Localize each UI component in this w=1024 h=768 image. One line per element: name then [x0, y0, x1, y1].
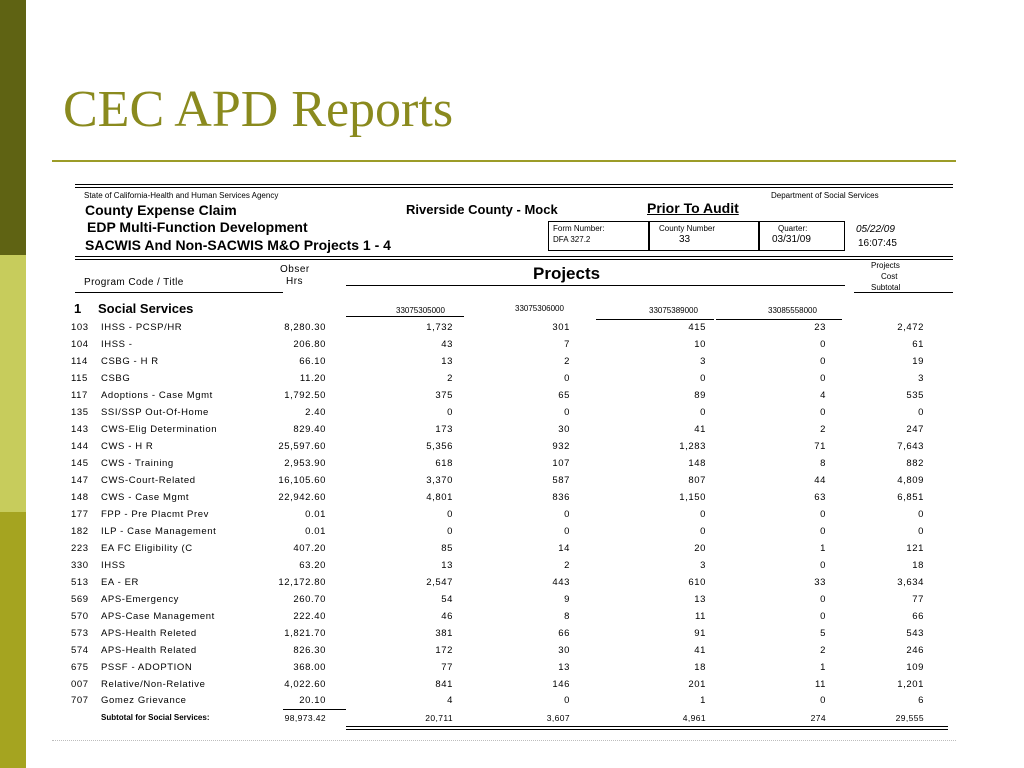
row-subtotal: 2,472	[897, 322, 924, 333]
row-title: CWS - H R	[101, 441, 154, 452]
row-subtotal: 3,634	[897, 577, 924, 588]
row-code: 115	[71, 373, 88, 384]
subtotal-project-1: 20,711	[425, 713, 453, 723]
row-obser-hrs: 368.00	[293, 662, 326, 673]
row-project-4: 4	[820, 390, 826, 401]
row-project-3: 3	[700, 356, 706, 367]
header-rule-2	[75, 259, 953, 260]
row-obser-hrs: 0.01	[305, 509, 326, 520]
row-project-3: 11	[694, 611, 706, 622]
row-subtotal: 247	[906, 424, 924, 435]
row-obser-hrs: 4,022.60	[284, 679, 326, 690]
row-project-2: 30	[558, 645, 570, 656]
row-project-2: 65	[558, 390, 570, 401]
sidebar-block-mid	[0, 512, 26, 768]
row-project-3: 415	[688, 322, 706, 333]
county-number-value: 33	[679, 234, 691, 245]
table-row	[71, 611, 953, 627]
projects-header-rule	[346, 285, 845, 286]
table-row	[71, 373, 953, 389]
row-code: 707	[71, 695, 89, 706]
row-project-3: 3	[700, 560, 706, 571]
program-header-rule	[75, 292, 283, 293]
row-subtotal: 6	[918, 695, 924, 706]
row-title: EA - ER	[101, 577, 139, 588]
table-row	[71, 492, 953, 508]
col-program-title: Program Code / Title	[84, 277, 184, 288]
project-code-4: 33085558000	[768, 306, 817, 315]
row-project-1: 2,547	[426, 577, 453, 588]
row-project-4: 44	[814, 475, 826, 486]
section-number: 1	[74, 301, 82, 316]
subtotal-project-4: 274	[810, 713, 826, 723]
subtotal-label: Subtotal for Social Services:	[101, 713, 210, 722]
row-obser-hrs: 11.20	[299, 373, 326, 384]
row-subtotal: 7,643	[897, 441, 924, 452]
report-top-rule	[75, 184, 953, 185]
subtotal-rule-obs	[283, 709, 346, 710]
row-project-1: 5,356	[426, 441, 453, 452]
row-project-2: 0	[564, 373, 570, 384]
subtotal-header-rule	[854, 292, 953, 293]
row-project-2: 0	[564, 407, 570, 418]
row-subtotal: 77	[912, 594, 924, 605]
row-subtotal: 0	[918, 407, 924, 418]
row-project-1: 381	[435, 628, 453, 639]
row-code: 223	[71, 543, 89, 554]
subtotal-obser-hrs: 98,973.42	[284, 713, 326, 723]
project-code-1: 33075305000	[396, 306, 445, 315]
row-title: CWS - Case Mgmt	[101, 492, 190, 503]
report-time: 16:07:45	[858, 238, 897, 249]
row-project-4: 2	[820, 645, 826, 656]
header-rule-1	[75, 256, 953, 257]
row-project-4: 33	[814, 577, 826, 588]
row-project-1: 0	[447, 526, 453, 537]
row-project-4: 1	[820, 543, 826, 554]
row-project-3: 148	[688, 458, 706, 469]
project-code-rule-3	[596, 319, 714, 320]
row-subtotal: 66	[912, 611, 924, 622]
row-obser-hrs: 222.40	[293, 611, 326, 622]
row-title: PSSF - ADOPTION	[101, 662, 193, 673]
row-project-3: 10	[694, 339, 706, 350]
row-project-2: 443	[552, 577, 570, 588]
row-project-3: 1	[700, 695, 706, 706]
row-project-3: 13	[694, 594, 706, 605]
col-projects: Projects	[533, 264, 601, 283]
row-project-3: 18	[694, 662, 706, 673]
row-code: 148	[71, 492, 89, 503]
quarter-value: 03/31/09	[772, 234, 811, 245]
row-project-4: 0	[820, 594, 826, 605]
row-project-4: 0	[820, 509, 826, 520]
row-project-4: 2	[820, 424, 826, 435]
row-project-1: 172	[435, 645, 453, 656]
row-title: EA FC Eligibility (C	[101, 543, 193, 554]
row-obser-hrs: 1,792.50	[284, 390, 326, 401]
project-code-rule-1	[346, 316, 464, 317]
project-code-3: 33075389000	[649, 306, 698, 315]
row-project-4: 0	[820, 611, 826, 622]
row-project-4: 0	[820, 407, 826, 418]
section-name: Social Services	[98, 301, 194, 316]
table-row	[71, 543, 953, 559]
row-project-3: 91	[694, 628, 706, 639]
row-project-4: 1	[820, 662, 826, 673]
row-obser-hrs: 0.01	[305, 526, 326, 537]
row-subtotal: 1,201	[897, 679, 924, 690]
row-project-2: 932	[552, 441, 570, 452]
table-row	[71, 475, 953, 491]
row-title: Gomez Grievance	[101, 695, 187, 706]
row-project-2: 107	[552, 458, 570, 469]
row-code: 177	[71, 509, 89, 520]
row-subtotal: 3	[918, 373, 924, 384]
row-project-2: 146	[552, 679, 570, 690]
row-project-3: 1,150	[679, 492, 706, 503]
row-project-4: 0	[820, 560, 826, 571]
row-project-1: 43	[441, 339, 453, 350]
row-project-1: 841	[435, 679, 453, 690]
audit-label: Prior To Audit	[647, 200, 739, 216]
table-row	[71, 560, 953, 576]
row-project-2: 7	[564, 339, 570, 350]
col-subtotal-line1: Projects	[871, 261, 900, 270]
row-title: CWS - Training	[101, 458, 174, 469]
row-code: 573	[71, 628, 89, 639]
col-obser-line1: Obser	[280, 264, 310, 275]
row-code: 330	[71, 560, 89, 571]
row-project-3: 0	[700, 526, 706, 537]
row-project-3: 0	[700, 373, 706, 384]
row-project-3: 0	[700, 407, 706, 418]
row-title: APS-Health Related	[101, 645, 197, 656]
table-row	[71, 390, 953, 406]
expense-claim-report	[71, 183, 953, 735]
row-project-2: 2	[564, 356, 570, 367]
row-project-2: 66	[558, 628, 570, 639]
row-code: 147	[71, 475, 89, 486]
quarter-label: Quarter:	[778, 224, 808, 233]
row-obser-hrs: 25,597.60	[278, 441, 326, 452]
form-number-value: DFA 327.2	[553, 235, 591, 244]
row-obser-hrs: 20.10	[299, 695, 326, 706]
row-code: 103	[71, 322, 89, 333]
table-row	[71, 424, 953, 440]
row-project-3: 807	[688, 475, 706, 486]
project-code-rule-4	[716, 319, 842, 320]
row-code: 574	[71, 645, 89, 656]
sidebar-block-dark	[0, 0, 26, 255]
row-project-4: 63	[814, 492, 826, 503]
table-row	[71, 509, 953, 525]
footer-dotted-rule	[52, 740, 956, 741]
col-subtotal-line2: Cost	[881, 272, 898, 281]
row-code: 104	[71, 339, 89, 350]
row-subtotal: 535	[906, 390, 924, 401]
row-project-1: 85	[441, 543, 453, 554]
table-row	[71, 322, 953, 338]
subtotal-project-2: 3,607	[546, 713, 570, 723]
row-project-4: 0	[820, 356, 826, 367]
table-row	[71, 695, 953, 711]
row-project-1: 0	[447, 509, 453, 520]
row-subtotal: 19	[912, 356, 924, 367]
table-row	[71, 526, 953, 542]
row-obser-hrs: 66.10	[299, 356, 326, 367]
row-code: 182	[71, 526, 89, 537]
row-project-1: 13	[441, 560, 453, 571]
row-subtotal: 246	[906, 645, 924, 656]
row-code: 675	[71, 662, 89, 673]
row-title: APS-Emergency	[101, 594, 180, 605]
row-project-2: 836	[552, 492, 570, 503]
row-project-4: 0	[820, 695, 826, 706]
row-subtotal: 61	[912, 339, 924, 350]
table-row	[71, 356, 953, 372]
slide-sidebar-bar	[0, 0, 26, 768]
row-project-2: 301	[552, 322, 570, 333]
subtotal-double-rule-2	[346, 729, 948, 730]
row-subtotal: 109	[906, 662, 924, 673]
county-name: Riverside County - Mock	[406, 202, 558, 217]
row-obser-hrs: 63.20	[299, 560, 326, 571]
row-code: 513	[71, 577, 89, 588]
row-project-1: 173	[435, 424, 453, 435]
row-title: Adoptions - Case Mgmt	[101, 390, 213, 401]
row-project-4: 0	[820, 373, 826, 384]
row-code: 117	[71, 390, 88, 401]
subtotal-double-rule-1	[346, 726, 948, 727]
row-code: 143	[71, 424, 89, 435]
row-project-3: 89	[694, 390, 706, 401]
table-row	[71, 339, 953, 355]
row-code: 570	[71, 611, 89, 622]
row-subtotal: 882	[906, 458, 924, 469]
row-project-1: 2	[447, 373, 453, 384]
agency-left: State of California-Health and Human Services Agency	[84, 191, 279, 200]
table-row	[71, 594, 953, 610]
row-code: 007	[71, 679, 89, 690]
row-project-1: 54	[441, 594, 453, 605]
row-project-2: 13	[558, 662, 570, 673]
row-subtotal: 18	[912, 560, 924, 571]
row-title: APS-Case Management	[101, 611, 215, 622]
row-project-2: 0	[564, 695, 570, 706]
row-project-1: 375	[435, 390, 453, 401]
row-project-1: 4	[447, 695, 453, 706]
row-project-3: 201	[688, 679, 706, 690]
row-project-4: 0	[820, 339, 826, 350]
row-obser-hrs: 2.40	[305, 407, 326, 418]
row-subtotal: 121	[906, 543, 924, 554]
project-code-2: 33075306000	[515, 304, 564, 313]
row-project-1: 77	[441, 662, 453, 673]
row-project-1: 618	[435, 458, 453, 469]
row-project-1: 4,801	[426, 492, 453, 503]
row-code: 569	[71, 594, 89, 605]
row-project-1: 3,370	[426, 475, 453, 486]
row-obser-hrs: 829.40	[293, 424, 326, 435]
col-obser-line2: Hrs	[286, 276, 304, 287]
report-title-1: County Expense Claim	[85, 202, 237, 218]
row-project-1: 0	[447, 407, 453, 418]
row-code: 114	[71, 356, 88, 367]
row-title: CSBG	[101, 373, 131, 384]
row-title: IHSS	[101, 560, 126, 571]
report-date: 05/22/09	[856, 224, 895, 235]
row-project-2: 8	[564, 611, 570, 622]
slide-title: CEC APD Reports	[63, 81, 454, 138]
row-subtotal: 0	[918, 526, 924, 537]
row-obser-hrs: 260.70	[293, 594, 326, 605]
row-title: FPP - Pre Placmt Prev	[101, 509, 209, 520]
sidebar-block-light	[0, 255, 26, 512]
row-project-3: 20	[694, 543, 706, 554]
row-subtotal: 543	[906, 628, 924, 639]
row-project-4: 11	[814, 679, 826, 690]
subtotal-project-3: 4,961	[682, 713, 706, 723]
title-divider	[52, 160, 956, 162]
row-subtotal: 0	[918, 509, 924, 520]
table-row	[71, 679, 953, 695]
row-obser-hrs: 16,105.60	[278, 475, 326, 486]
row-project-3: 0	[700, 509, 706, 520]
agency-right: Department of Social Services	[771, 191, 879, 200]
row-project-2: 14	[558, 543, 570, 554]
row-code: 145	[71, 458, 89, 469]
row-title: CWS-Elig Determination	[101, 424, 218, 435]
row-project-3: 41	[694, 424, 706, 435]
row-obser-hrs: 407.20	[293, 543, 326, 554]
row-obser-hrs: 8,280.30	[284, 322, 326, 333]
row-code: 144	[71, 441, 89, 452]
row-project-4: 23	[814, 322, 826, 333]
row-title: IHSS - PCSP/HR	[101, 322, 183, 333]
table-row	[71, 577, 953, 593]
table-row	[71, 407, 953, 423]
row-project-1: 46	[441, 611, 453, 622]
table-row	[71, 645, 953, 661]
col-subtotal-line3: Subtotal	[871, 283, 901, 292]
row-project-1: 1,732	[426, 322, 453, 333]
row-project-4: 5	[820, 628, 826, 639]
row-project-3: 610	[688, 577, 706, 588]
row-project-2: 587	[552, 475, 570, 486]
row-title: IHSS -	[101, 339, 133, 350]
row-title: CWS-Court-Related	[101, 475, 196, 486]
row-project-2: 0	[564, 526, 570, 537]
row-project-2: 2	[564, 560, 570, 571]
row-subtotal: 4,809	[897, 475, 924, 486]
subtotal-total: 29,555	[895, 713, 924, 723]
row-obser-hrs: 206.80	[293, 339, 326, 350]
row-title: CSBG - H R	[101, 356, 159, 367]
table-row	[71, 441, 953, 457]
row-obser-hrs: 22,942.60	[278, 492, 326, 503]
row-obser-hrs: 826.30	[293, 645, 326, 656]
row-subtotal: 6,851	[897, 492, 924, 503]
row-project-4: 8	[820, 458, 826, 469]
report-title-3: SACWIS And Non-SACWIS M&O Projects 1 - 4	[85, 237, 391, 253]
row-project-1: 13	[441, 356, 453, 367]
row-project-2: 9	[564, 594, 570, 605]
row-code: 135	[71, 407, 89, 418]
table-row	[71, 662, 953, 678]
row-title: Relative/Non-Relative	[101, 679, 206, 690]
row-title: SSI/SSP Out-Of-Home	[101, 407, 209, 418]
county-number-label: County Number	[659, 224, 716, 233]
row-project-2: 0	[564, 509, 570, 520]
row-obser-hrs: 1,821.70	[284, 628, 326, 639]
row-project-3: 1,283	[679, 441, 706, 452]
row-project-4: 0	[820, 526, 826, 537]
row-project-3: 41	[694, 645, 706, 656]
row-title: APS-Health Releted	[101, 628, 197, 639]
table-row	[71, 628, 953, 644]
row-obser-hrs: 12,172.80	[278, 577, 326, 588]
row-obser-hrs: 2,953.90	[284, 458, 326, 469]
form-number-label: Form Number:	[553, 224, 605, 233]
report-top-rule-2	[75, 187, 953, 188]
table-row	[71, 458, 953, 474]
row-project-4: 71	[814, 441, 826, 452]
report-title-2: EDP Multi-Function Development	[87, 219, 308, 235]
row-project-2: 30	[558, 424, 570, 435]
row-title: ILP - Case Management	[101, 526, 217, 537]
